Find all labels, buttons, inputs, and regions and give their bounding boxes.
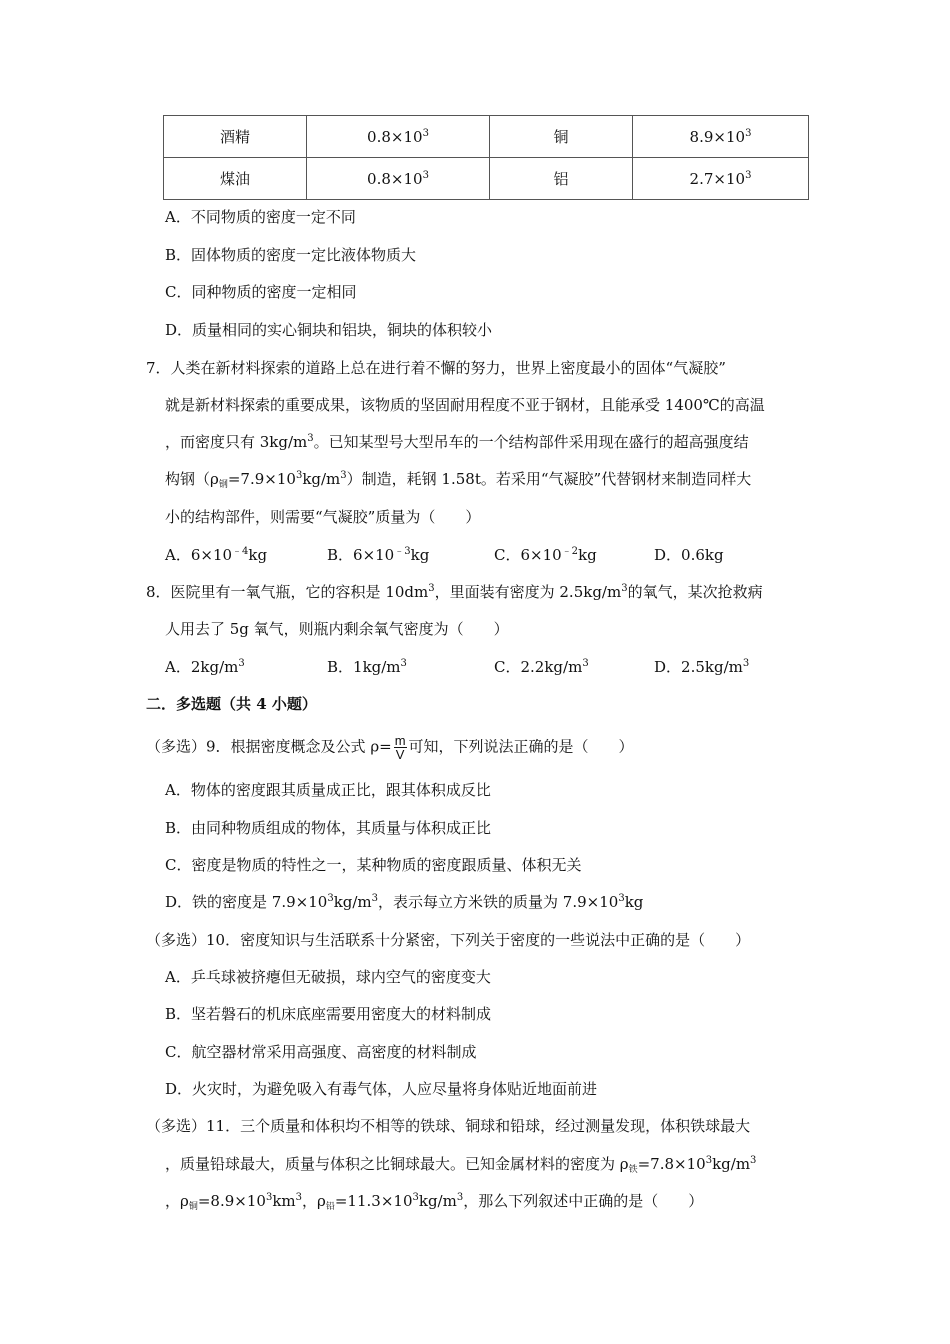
q7-stem-line3: ，而密度只有 $3kg/m^3$。已知某型号大型吊车的一个结构部件采用现在盛行的超高强度结 <box>165 433 749 451</box>
q7-option-a: A．$6\times 10^{﹣4}kg$ <box>165 546 268 564</box>
density-table <box>163 115 809 200</box>
q8-stem-line1: 8．医院里有一氧气瓶，它的容积是 $10dm^3$，里面装有密度为 $2.5kg/m^3$的氧气，某次抢救病 <box>146 583 763 601</box>
q7-stem-line1: 7．人类在新材料探索的道路上总在进行着不懈的努力，世界上密度最小的固体“气凝胶” <box>146 359 726 377</box>
table-cell: $0.8\times 10^3$ <box>307 158 490 200</box>
q9-option-b: B．由同种物质组成的物体，其质量与体积成正比 <box>165 819 492 837</box>
q7-stem-line2: 就是新材料探索的重要成果，该物质的坚固耐用程度不亚于钢材，且能承受 1400℃的高温 <box>165 396 765 414</box>
q8-option-d: D．$2.5kg/m^3$ <box>654 658 750 676</box>
q9-stem: （多选）9．根据密度概念及公式 ρ= $\frac{m}{V}$ 可知，下列说法正确的是（ ） <box>146 733 634 762</box>
q10-option-d: D．火灾时，为避免吸入有毒气体，人应尽量将身体贴近地面前进 <box>165 1080 598 1098</box>
q7-option-b: B．$6\times 10^{﹣3}kg$ <box>327 546 430 564</box>
q6-option-a: A．不同物质的密度一定不同 <box>165 208 356 226</box>
q7-stem-line5: 小的结构部件，则需要“气凝胶”质量为（ ） <box>165 508 481 526</box>
q10-option-c: C．航空器材常采用高强度、高密度的材料制成 <box>165 1043 477 1061</box>
q9-option-c: C．密度是物质的特性之一，某种物质的密度跟质量、体积无关 <box>165 856 582 874</box>
q6-option-c: C．同种物质的密度一定相同 <box>165 283 357 301</box>
q8-option-a: A．$2kg/m^3$ <box>165 658 245 676</box>
q11-stem-line3: ，$\rho_铜=8.9\times 10^3km^3$，$\rho_铅=11.3\times 10^3kg/m^3$，那么下列叙述中正确的是（ ） <box>165 1192 704 1212</box>
q10-option-b: B．坚若磐石的机床底座需要用密度大的材料制成 <box>165 1005 492 1023</box>
q7-option-d: D．0.6kg <box>654 546 724 564</box>
table-cell: 煤油 <box>164 158 307 200</box>
q9-option-a: A．物体的密度跟其质量成正比，跟其体积成反比 <box>165 781 491 799</box>
table-cell: $0.8\times 10^3$ <box>307 116 490 158</box>
q10-option-a: A．乒乓球被挤瘪但无破损，球内空气的密度变大 <box>165 968 491 986</box>
section-heading: 二．多选题（共 4 小题） <box>146 695 317 713</box>
density-formula-fraction: $\frac{m}{V}$ <box>394 733 406 762</box>
table-row <box>164 116 809 158</box>
table-cell: 铜 <box>490 116 633 158</box>
table-cell: 酒精 <box>164 116 307 158</box>
q10-stem: （多选）10．密度知识与生活联系十分紧密，下列关于密度的一些说法中正确的是（ ） <box>146 931 751 949</box>
q8-option-c: C．$2.2kg/m^3$ <box>494 658 589 676</box>
q9-option-d: D．铁的密度是 $7.9\times 10^3kg/m^3$，表示每立方米铁的质量为 $7.9\times 10^3kg$ <box>165 893 644 911</box>
q8-option-b: B．$1kg/m^3$ <box>327 658 407 676</box>
q7-stem-line4: 构钢$(\rho_钢=7.9\times 10^3kg/m^3)$制造，耗钢 1.58t。若采用“气凝胶”代替钢材来制造同样大 <box>165 470 752 490</box>
table-cell: 铝 <box>490 158 633 200</box>
q7-option-c: C．$6\times 10^{﹣2}kg$ <box>494 546 597 564</box>
table-cell: $8.9\times 10^3$ <box>633 116 809 158</box>
q6-option-d: D．质量相同的实心铜块和铝块，铜块的体积较小 <box>165 321 493 339</box>
q11-stem-line1: （多选）11．三个质量和体积均不相等的铁球、铜球和铅球，经过测量发现，体积铁球最大 <box>146 1117 751 1135</box>
q6-option-b: B．固体物质的密度一定比液体物质大 <box>165 246 417 264</box>
table-cell: $2.7\times 10^3$ <box>633 158 809 200</box>
q8-stem-line2: 人用去了 5g 氧气，则瓶内剩余氧气密度为（ ） <box>165 620 509 638</box>
table-row <box>164 158 809 200</box>
q11-stem-line2: ，质量铅球最大，质量与体积之比铜球最大。已知金属材料的密度为 $\rho_铁=7.8\times 10^3kg/m^3$ <box>165 1155 757 1175</box>
